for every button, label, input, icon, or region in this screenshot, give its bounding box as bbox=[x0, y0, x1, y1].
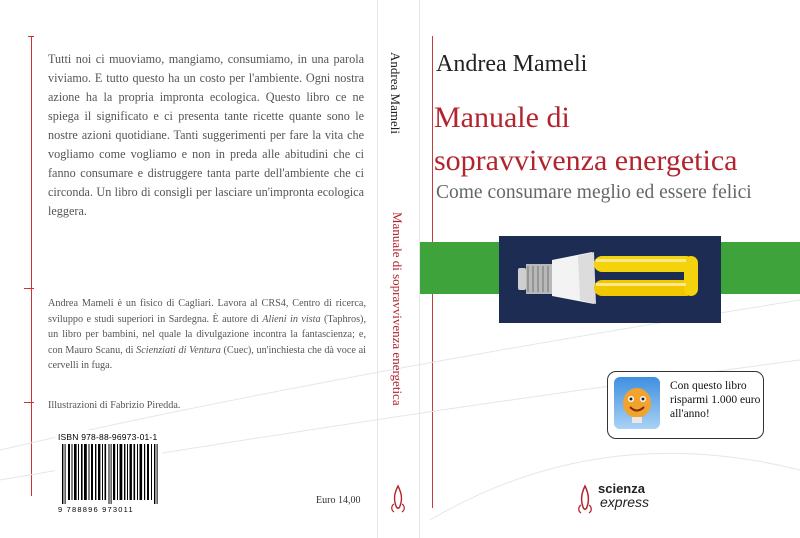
bio-text-2: (Taphros), un libro per bambini, nel quale la divulgazione incontra la fantascienza; e, con Mauro Scanu, di bbox=[48, 313, 366, 356]
bio-book-title-1: Alieni in vista bbox=[262, 313, 321, 325]
front-subtitle: Come consumare meglio ed essere felici bbox=[436, 182, 752, 203]
badge-line-1: Con questo libro bbox=[670, 380, 747, 392]
badge-character-icon bbox=[614, 377, 660, 429]
bio-text-3: (Cuec), un'inchiesta che dà voce ai cervelli in fuga. bbox=[48, 344, 366, 371]
smiley-bulb-icon bbox=[614, 377, 660, 429]
back-blurb: Tutti noi ci muoviamo, mangiamo, consumiamo, in una parola viviamo. E tutto questo ha un costo per l'ambiente. Ogni nostra azione ha la propria impronta ecologica. Questo libro ce ne spiega il significato e ci presenta tante ricette quante sono le nostre azioni quotidiane. Tanti suggerimenti per fare la vita che vogliamo come vogliamo e non in preda alle abitudini che ci fanno consumare e distruggere tanta parte dell'ambiente che ci circonda. Un libro di consigli per lasciare un'impronta ecologica leggera. bbox=[48, 52, 364, 218]
publisher-name-line-2: express bbox=[600, 494, 650, 510]
publisher-name bbox=[598, 482, 649, 509]
spine-author bbox=[381, 52, 403, 212]
badge-text bbox=[670, 379, 760, 421]
front-title-line-1: Manuale di bbox=[434, 101, 570, 134]
price: Euro 14,00 bbox=[316, 495, 361, 506]
front-title bbox=[434, 96, 737, 182]
barcode-digits: 9 788896 973011 bbox=[58, 505, 134, 514]
illustrations-credit: Illustrazioni di Fabrizio Piredda. bbox=[48, 400, 181, 411]
publisher-logo-back-icon bbox=[388, 484, 408, 514]
bio-book-title-2: Scienziati di Ventura bbox=[136, 344, 221, 356]
publisher-logo-icon bbox=[574, 484, 596, 516]
publisher-name-line-1: scienza bbox=[598, 481, 645, 496]
author-bio bbox=[48, 296, 366, 374]
isbn-label: ISBN 978-88-96973-01-1 bbox=[58, 432, 158, 442]
light-bulb-icon bbox=[514, 248, 704, 308]
spine-title bbox=[383, 212, 405, 412]
front-author: Andrea Mameli bbox=[436, 51, 588, 77]
spine-title-text: Manuale di sopravvivenza energetica bbox=[390, 212, 405, 406]
spine-author-text: Andrea Mameli bbox=[388, 52, 403, 134]
front-title-line-2: sopravvivenza energetica bbox=[434, 144, 738, 177]
badge-line-2: risparmi 1.000 euro bbox=[670, 394, 761, 406]
bio-text-1: Andrea Mameli è un fisico di Cagliari. Lavora al CRS4, Centro di ricerca, sviluppo e studi superiori in Sardegna. È autore di bbox=[48, 298, 366, 325]
badge-line-3: all'anno! bbox=[670, 408, 710, 420]
barcode bbox=[62, 444, 158, 504]
